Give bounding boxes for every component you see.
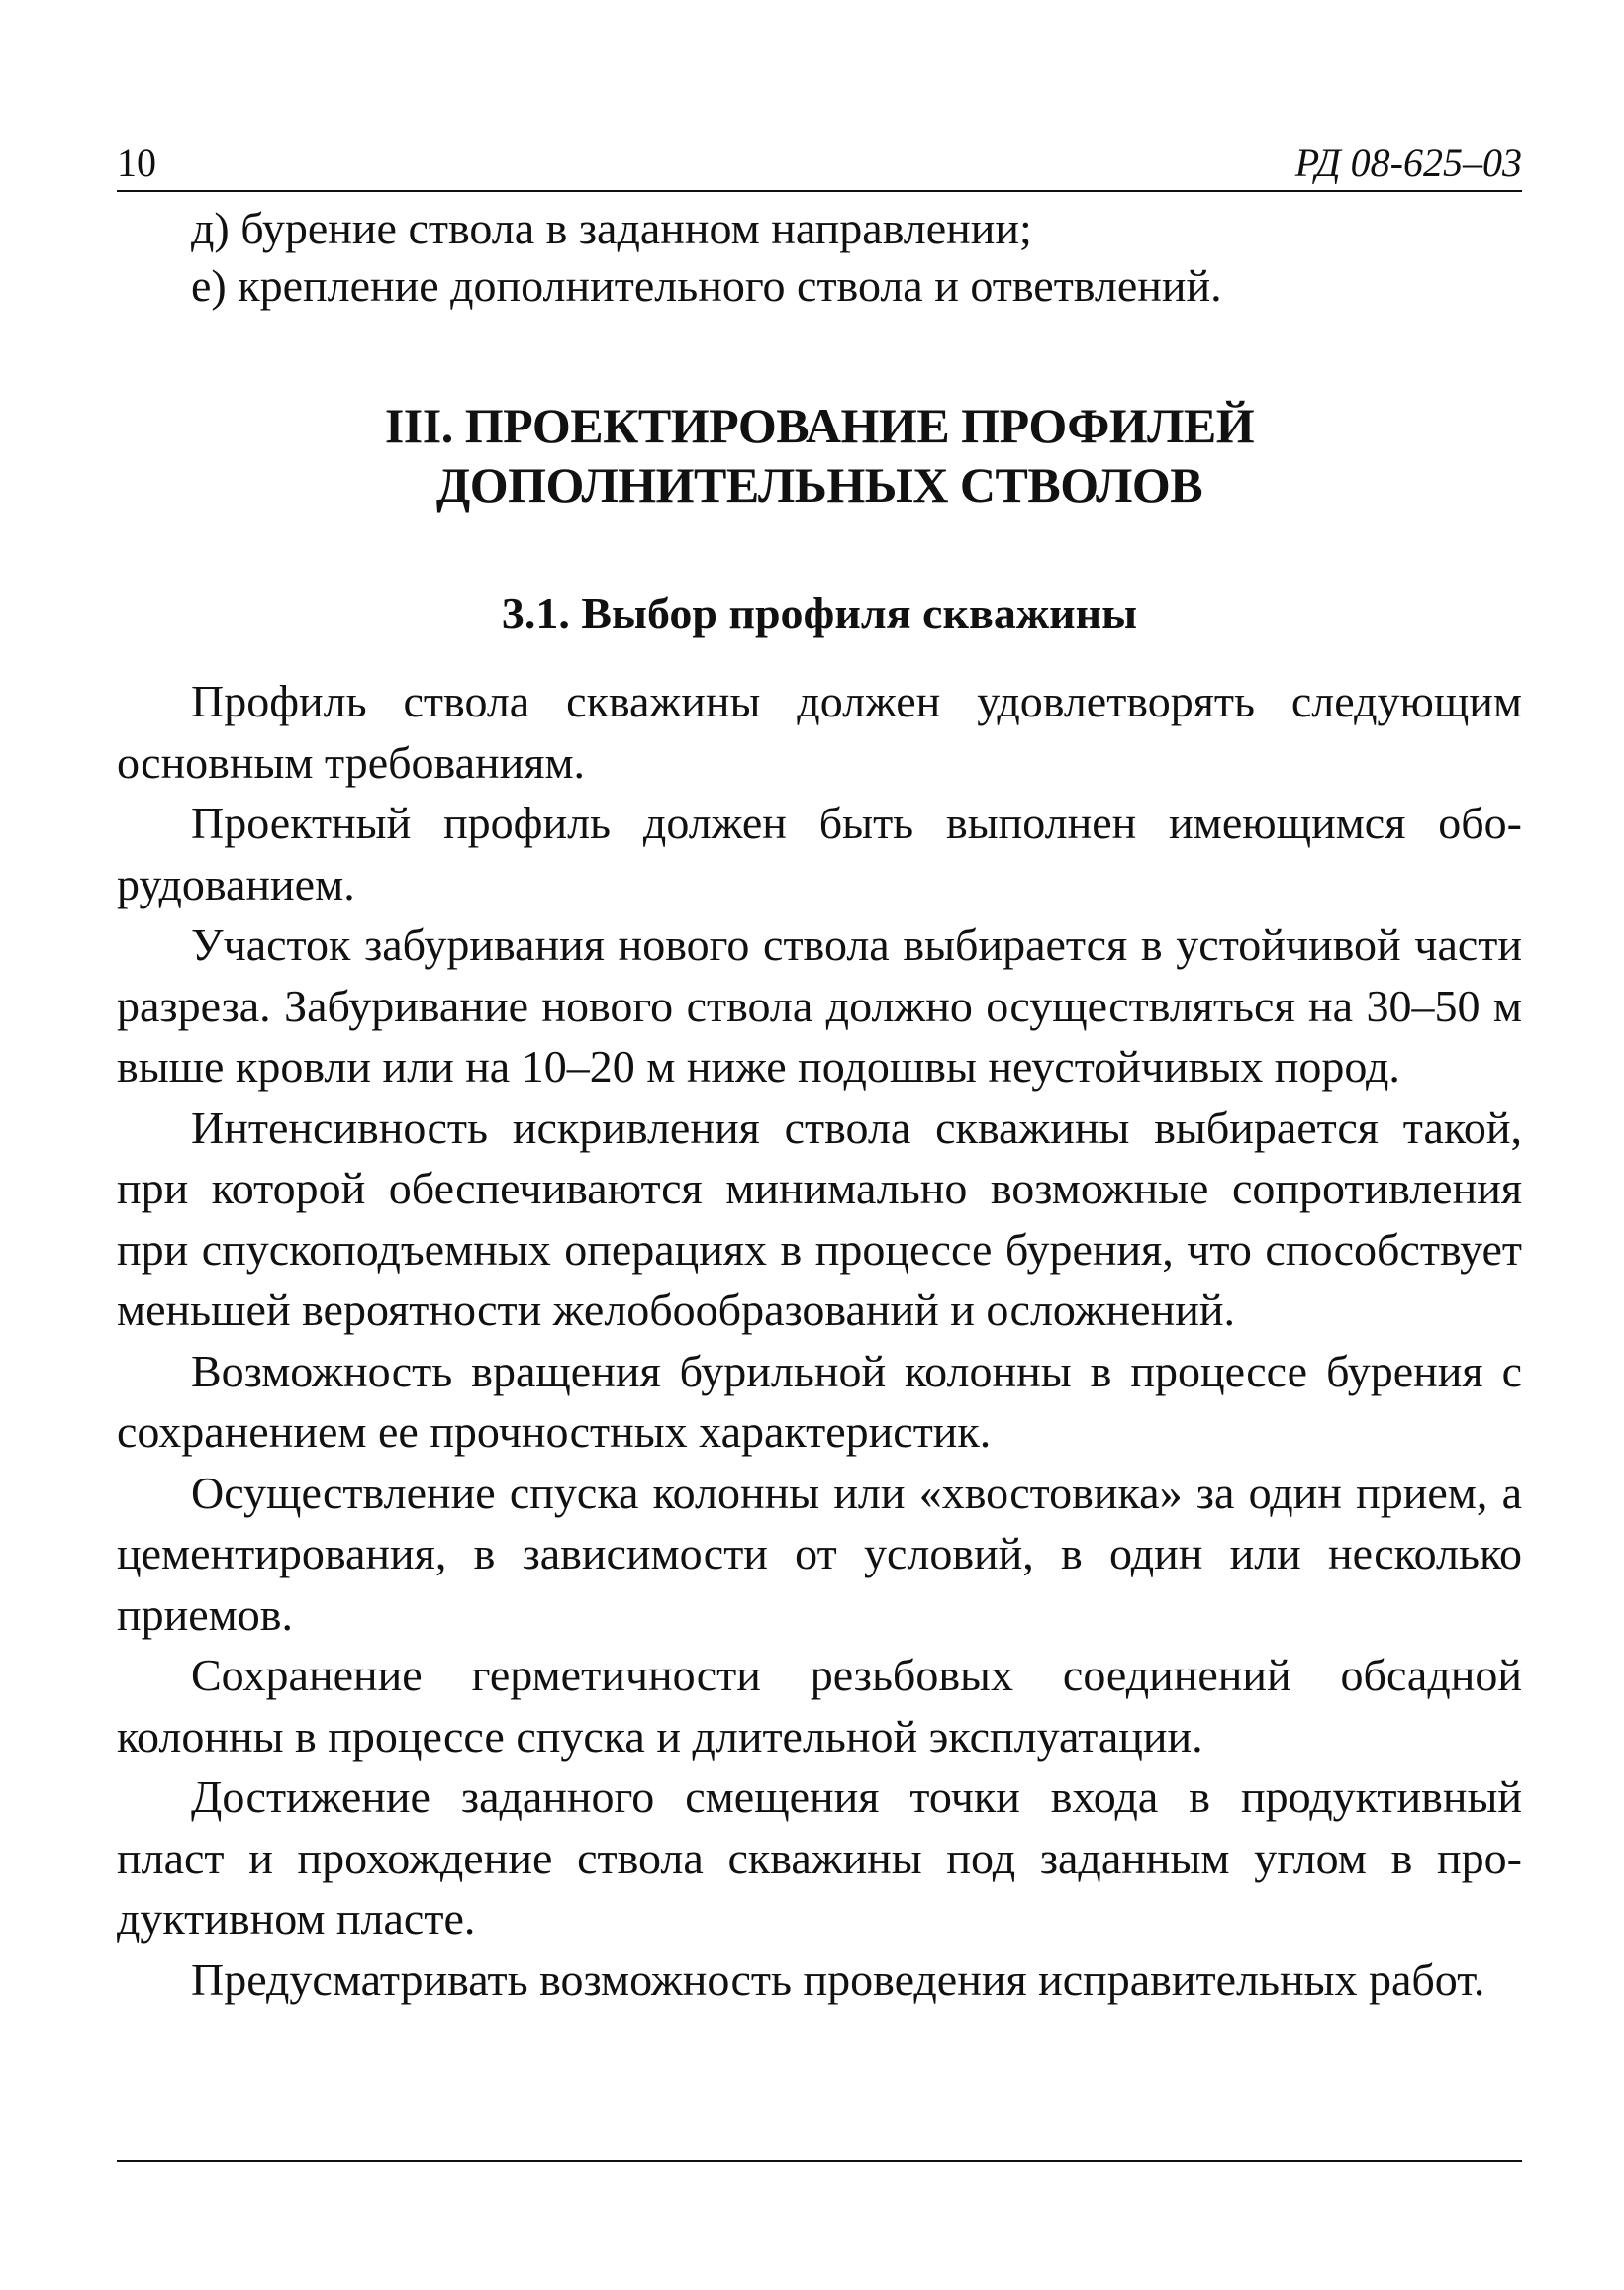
paragraph: Сохранение герметичности резьбовых соединений обсадной колонны в процессе спуска и длительной эксплуатации. [117, 1650, 1522, 1762]
paragraph: Достижение заданного смещения точки входа в продуктивный пласт и прохождение ствола скважины под заданным углом в продуктивном пласте. [117, 1771, 1522, 1944]
body-text [117, 671, 1522, 2010]
continued-list [117, 200, 1522, 315]
document-code: РД 08-625–03 [1294, 141, 1522, 185]
section-title-line: ДОПОЛНИТЕЛЬНЫХ СТВОЛОВ [435, 457, 1203, 513]
paragraph: Возможность вращения бурильной колонны в процессе бурения с сохранением ее прочностных характеристик. [117, 1345, 1522, 1457]
page-number: 10 [117, 141, 156, 185]
paragraph: Профиль ствола скважины должен удовлетворять следующим основным требованиям. [117, 676, 1522, 788]
paragraph: Проектный профиль должен быть выполнен имеющимся оборудованием. [117, 798, 1522, 909]
document-page [117, 137, 1522, 2010]
list-item: д) бурение ствола в заданном направлении; [191, 203, 1032, 253]
section-title-line: III. ПРОЕКТИРОВАНИЕ ПРОФИЛЕЙ [384, 398, 1255, 453]
footer-rule [117, 2160, 1522, 2162]
paragraph: Участок забуривания нового ствола выбирается в устойчивой части разреза. Забуривание нового ствола должно осуществляться на 30–50 м выше кровли или на 10–20 м ниже подошвы неустойчивых пород. [117, 919, 1522, 1092]
subsection-title: 3.1. Выбор профиля скважины [501, 588, 1138, 638]
section-title [117, 396, 1522, 515]
paragraph: Предусматривать возможность проведения исправительных работ. [191, 1954, 1485, 2005]
list-item: е) крепление дополнительного ствола и ответвлений. [191, 260, 1222, 311]
running-header [117, 137, 1522, 192]
paragraph: Интенсивность искривления ствола скважины выбирается такой, при которой обеспечиваются минимально возможные сопротивления при спускоподъемных операциях в процессе бурения, что способствует меньшей вероятности желобообразований и осложнений. [117, 1101, 1522, 1335]
paragraph: Осуществление спуска колонны или «хвостовика» за один прием, а цементирования, в зависимости от условий, в один или несколько приемов. [117, 1467, 1522, 1640]
